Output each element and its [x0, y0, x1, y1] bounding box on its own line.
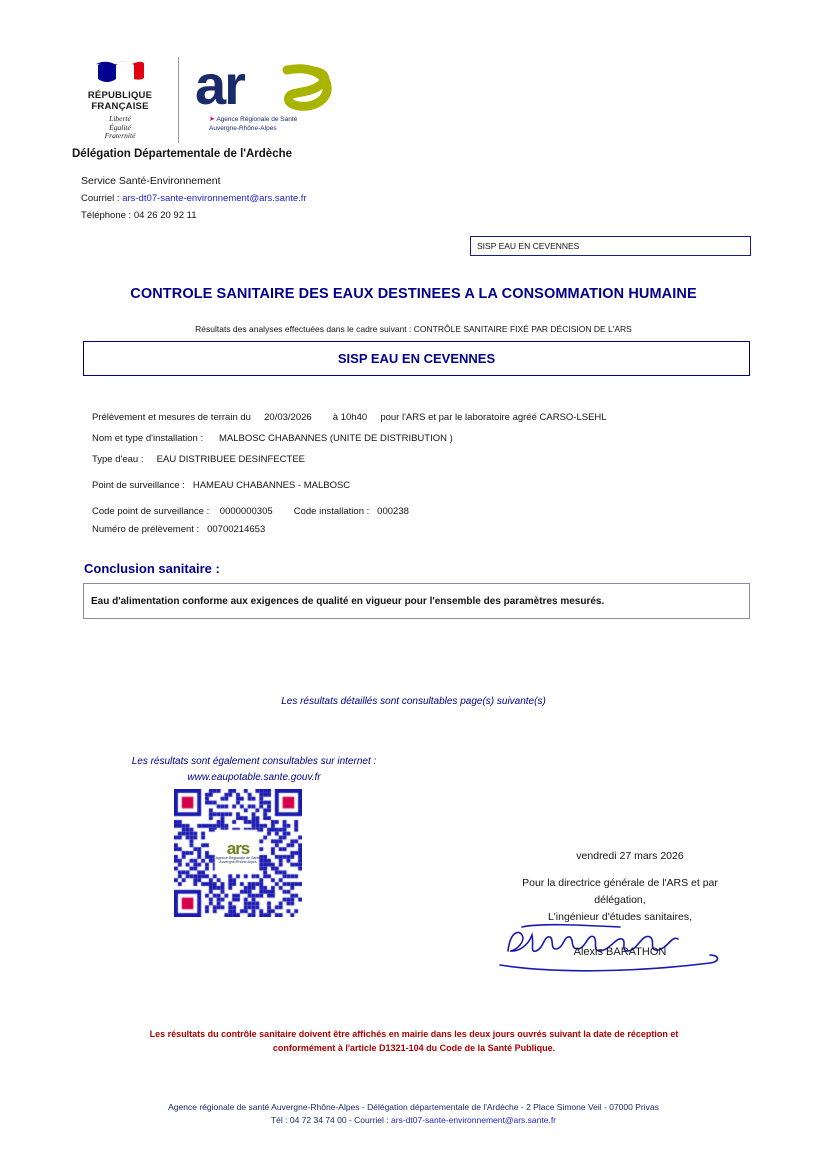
qr-tag-line2: Auvergne-Rhône-Alpes — [219, 860, 257, 865]
signature-line2: délégation, — [594, 894, 646, 906]
analysis-frame-caption: Résultats des analyses effectuées dans le cadre suivant : CONTRÔLE SANITAIRE FIXÉ PAR DÉCISION DE L'ARS — [195, 324, 632, 334]
conclusion-title: Conclusion sanitaire : — [84, 561, 220, 576]
motto-line2: Égalité — [109, 122, 131, 132]
sampling-line-sample-number: Numéro de prélèvement : 00700214653 — [92, 524, 266, 535]
rf-line1: RÉPUBLIQUE — [87, 90, 153, 102]
contact-email-line — [81, 193, 307, 204]
internet-note-url: www.eaupotable.sante.gouv.fr — [187, 772, 321, 783]
reference-box-label: SISP EAU EN CEVENNES — [477, 241, 580, 251]
email-label: Courriel : — [81, 193, 123, 204]
sampling-line-prelevement: Prélèvement et mesures de terrain du 20/03/2026 à 10h40 pour l'ARS et par le laboratoire agréé CARSO-LSEHL — [92, 412, 607, 423]
ars-wordmark-icon — [195, 56, 345, 123]
motto-line1: Liberté — [109, 114, 131, 124]
qr-code[interactable] — [174, 789, 302, 917]
email-link[interactable]: ars-dt07-sante-environnement@ars.sante.fr — [122, 193, 307, 204]
ars-subtitle-line1: ➤ Agence Régionale de Santé — [209, 116, 298, 123]
signature-authority — [470, 875, 770, 926]
network-name-label: SISP EAU EN CEVENNES — [337, 351, 496, 366]
signature-line3: L'ingénieur d'études sanitaires, — [547, 911, 693, 923]
contact-phone-line: Téléphone : 04 26 20 92 11 — [81, 210, 197, 221]
signatory-name: Alexis BARATHON — [573, 946, 667, 958]
qr-ars-label: ars — [226, 839, 250, 859]
legal-display-note — [84, 1027, 744, 1055]
french-flag-icon — [92, 59, 148, 89]
arrow-icon: ➤ — [209, 116, 215, 123]
footer-email-link[interactable]: ars-dt07-sante-environnement@ars.sante.fr — [391, 1115, 557, 1125]
republique-francaise-logo — [72, 59, 168, 141]
footer-line1: Agence régionale de santé Auvergne-Rhône-Alpes - Délégation départementale de l'Ardèche - 2 Place Simone Veil - 07000 Privas — [168, 1102, 659, 1112]
logo-divider — [178, 57, 179, 143]
footer-line2 — [0, 1114, 827, 1127]
sampling-line-water-type: Type d'eau : EAU DISTRIBUEE DESINFECTEE — [92, 454, 305, 465]
qr-code-canvas — [174, 789, 302, 917]
republique-motto — [72, 115, 168, 141]
network-name-box — [83, 341, 750, 376]
sampling-line-codes: Code point de surveillance : 0000000305 Code installation : 000238 — [92, 506, 409, 517]
sampling-line-monitoring-point: Point de surveillance : HAMEAU CHABANNES - MALBOSC — [92, 480, 351, 491]
ars-subtitle — [209, 116, 297, 133]
service-name: Service Santé-Environnement — [81, 175, 221, 187]
page-footer — [0, 1101, 827, 1127]
qr-tag-line1: Agence Régionale de Santé — [215, 856, 261, 861]
signature-line1: Pour la directrice générale de l'ARS et par — [522, 877, 718, 889]
signature-date: vendredi 27 mars 2026 — [576, 850, 684, 862]
reference-box — [470, 236, 751, 256]
legal-note-line2: conformément à l'article D1321-104 du Code de la Santé Publique. — [272, 1043, 556, 1053]
conclusion-text: Eau d'alimentation conforme aux exigences de qualité en vigueur pour l'ensemble des paramètres mesurés. — [91, 595, 605, 607]
legal-note-line1: Les résultats du contrôle sanitaire doivent être affichés en mairie dans les deux jours ouvrés suivant la date de réception et — [149, 1029, 679, 1039]
delegation-title: Délégation Départementale de l'Ardèche — [72, 148, 293, 160]
rf-line2: FRANÇAISE — [91, 100, 149, 112]
svg-text:ar: ar — [195, 56, 244, 116]
republique-francaise-label — [72, 91, 168, 112]
ars-subtitle-line2: Auvergne-Rhône-Alpes — [209, 124, 277, 132]
sampling-line-installation: Nom et type d'installation : MALBOSC CHABANNES (UNITE DE DISTRIBUTION ) — [92, 433, 453, 444]
internet-availability-note — [84, 754, 424, 786]
motto-line3: Fraternité — [104, 131, 136, 141]
internet-note-line1: Les résultats sont également consultables sur internet : — [131, 756, 377, 767]
detail-pages-note: Les résultats détaillés sont consultables page(s) suivante(s) — [281, 696, 546, 707]
page-title: CONTROLE SANITAIRE DES EAUX DESTINEES A LA CONSOMMATION HUMAINE — [130, 286, 697, 302]
ars-logo — [195, 54, 355, 146]
footer-phone-label: Tél : 04 72 34 74 00 - Courriel : — [270, 1115, 391, 1125]
conclusion-box — [83, 583, 750, 619]
document-header-logos — [72, 52, 402, 148]
